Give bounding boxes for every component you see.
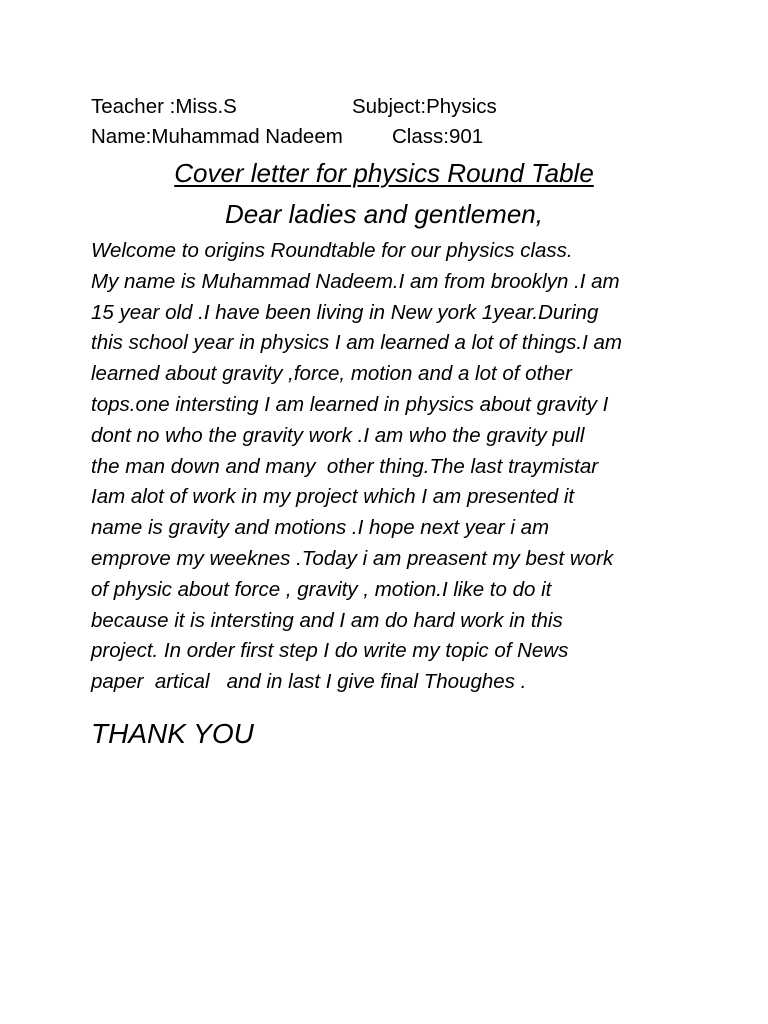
body-line: 15 year old .I have been living in New york 1year.During [91,300,599,324]
student-name-field: Name:Muhammad Nadeem [91,125,343,148]
closing-text: THANK YOU [91,718,254,749]
body-line: dont no who the gravity work .I am who the gravity pull [91,423,585,447]
body-line: project. In order first step I do write my topic of News [91,639,569,663]
body-line: because it is intersting and I am do hard work in this [91,608,563,632]
document-title: Cover letter for physics Round Table [174,158,594,188]
body-line: Iam alot of work in my project which I am presented it [91,485,575,509]
body-line: learned about gravity ,force, motion and a lot of other [91,362,572,386]
subject-field: Subject:Physics [352,95,497,118]
body-line: tops.one intersting I am learned in physics about gravity I [91,392,609,416]
body-line: the man down and many other thing.The last traymistar [91,454,599,478]
teacher-field: Teacher :Miss.S [91,95,237,118]
body-line: this school year in physics I am learned a lot of things.I am [91,331,622,355]
body-line: name is gravity and motions .I hope next year i am [91,516,550,540]
class-field: Class:901 [392,125,484,148]
body-line: emprove my weeknes .Today i am preasent my best work [91,546,614,570]
salutation: Dear ladies and gentlemen, [225,199,543,229]
letter-body [91,236,731,698]
body-line: Welcome to origins Roundtable for our physics class. [91,239,573,262]
body-line: paper artical and in last I give final Thoughes . [91,670,527,694]
body-line: of physic about force , gravity , motion.I like to do it [91,577,552,601]
body-line: My name is Muhammad Nadeem.I am from brooklyn .I am [91,269,620,293]
